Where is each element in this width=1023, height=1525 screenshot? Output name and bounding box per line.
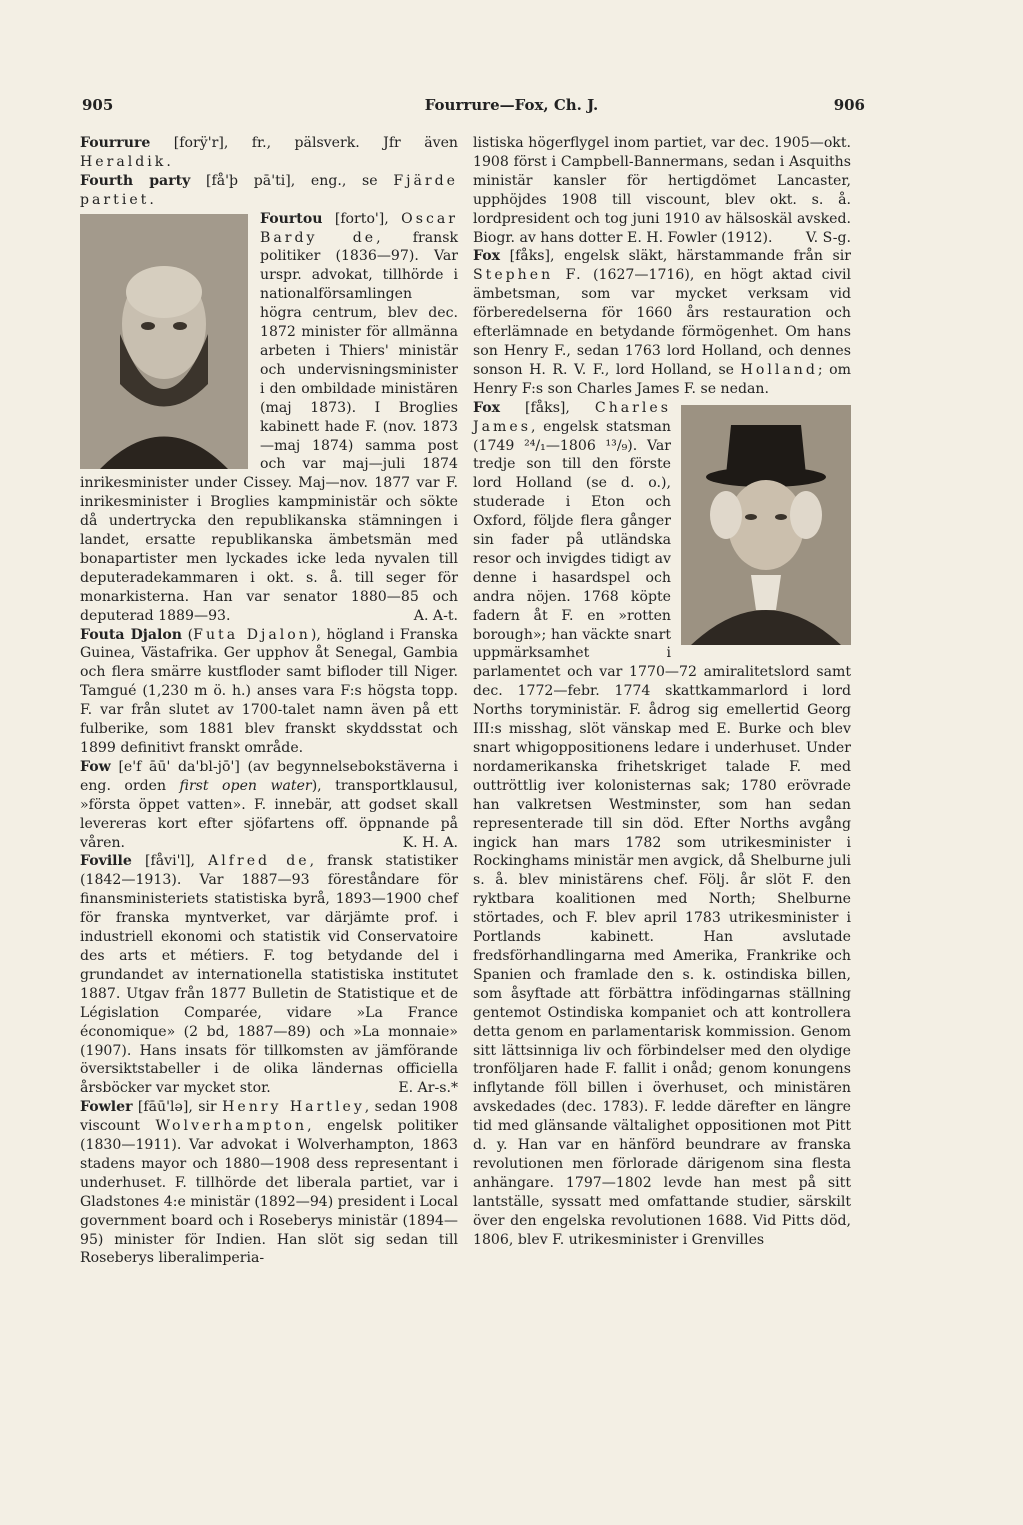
entry-fouta-djalon: Fouta Djalon (Futa Djalon), högland i Franska Guinea, Västafrika. Ger upphov åt Senegal, Gambia och flera smärre kustfloder samt bifloder till Niger. Tamgué (1,230 m ö. h.) anses vara F:s högsta topp. F. var från slutet av 1700-talet namn även på ett fulberike, som 1881 blev franskt skyddsstat och 1899 definitivt franskt område. [80, 626, 459, 756]
running-title: Fourrure—Fox, Ch. J. [424, 96, 599, 114]
headword: Fow [80, 758, 111, 775]
headword: Fox [473, 399, 501, 416]
entry-fow: Fow [e'f āū' da'bl-jō'] (av begynnelsebokstäverna i eng. orden first open water), transportklausul, »första öppet vatten». F. innebär, att godset skall levereras kort efter sjöfartens off. öppnande på våren. K. H. A. [80, 758, 458, 851]
entry-fox-charles-james: Fox [fåks], Charles James, engelsk statsman (1749 ²⁴/₁—1806 ¹³/₉). Var tredje son till den förste lord Holland (se d. o.), studerade i Eton och Oxford, följde flera gånger sin fader på utländska resor och invigdes tidigt av denne i hasardspel och andra nöjen. 1768 köpte fadern åt F. en »rotten borough»; han väckte snart uppmärksamhet i parlamentet och var 1770—72 amiralitetslord samt dec. 1772—febr. 1774 skattkammarlord i lord Norths toryministär. F. ådrog sig emellertid Georg III:s misshag, slöt vänskap med E. Burke och blev snart whigoppositionens ledare i underhuset. Under nordamerikanska frihetskriget talade F. med outtröttlig iver kolonisternas sak; 1780 erövrade han valkretsen Westminster, som han sedan representerade till sin död. Efter Norths avgång ingick han mars 1782 som utrikesminister i Rockinghams ministär men avgick, då Shelburne juli s. å. blev ministärens chef. Följ. år slöt F. den ryktbara koalitionen med North; Shelburne störtades, och F. blev april 1783 utrikesminister i Portlands kabinett. Han avslutade fredsförhandlingarna med Amerika, Frankrike och Spanien och framlade den s. k. ostindiska billen, som åsyftade att förbättra infödingarnas ställning gentemot Ostindiska kompaniet och att kontrollera detta genom en parlamentarisk kommission. Genom sitt lättsinniga liv och förbindelser med den olydige tronföljaren hade F. fallit i onåd; genom konungens inflytande föll billen i överhuset, och ministären avskedades (dec. 1783). F. ledde därefter en längre tid med glänsande vältalighet oppositionen mot Pitt d. y. Han var en hänförd beundrare av franska revolutionen men förlorade därigenom sina flesta anhängare. 1797—1802 levde han mest på sitt lantställe, syssatt med omfattande studier, särskilt över den engelska revolutionen 1688. Vid Pitts död, 1806, blev F. utrikesminister i Grenvilles [473, 399, 851, 1248]
portrait-fourtou-image [80, 214, 248, 469]
right-column [473, 134, 851, 1249]
signature: V. S-g. [805, 229, 851, 246]
page-number-right: 906 [833, 96, 865, 114]
entry-fox-family: Fox [fåks], engelsk släkt, härstammande från sir Stephen F. (1627—1716), en högt aktad civil ämbetsman, som var mycket verksam vid förberedelserna för 1660 års restauration och efterlämnade en betydande förmögenhet. Om hans son Henry F., sedan 1763 lord Holland, och dennes sonson H. R. V. F., lord Holland, se Holland; om Henry F:s son Charles James F. se nedan. [473, 248, 852, 397]
headword: Fourrure [80, 135, 151, 151]
headword: Fourth party [80, 172, 191, 189]
entry-fowler-continued: listiska högerflygel inom partiet, var dec. 1905—okt. 1908 först i Campbell-Bannermans, sedan i Asquiths ministär kansler för hertigdömet Lancaster, upphöjdes 1908 till viscount, blev okt. s. å. lordpresident och tog juni 1910 av hälsoskäl avsked. Biogr. av hans dotter E. H. Fowler (1912). V. S-g. [473, 135, 851, 246]
headword: Foville [80, 853, 132, 870]
entry-fowler: Fowler [fāū'lə], sir Henry Hartley, sedan 1908 viscount Wolverhampton, engelsk politiker (1830—1911). Var advokat i Wolverhampton, 1863 stadens mayor och 1880—1908 dess representant i underhuset. F. tillhörde det liberala partiet, var i Gladstones 4:e ministär (1892—94) president i Local government board och i Roseberys ministär (1894—95) minister för Indien. Han slöt sig sedan till Roseberys liberalimperia- [80, 1099, 459, 1267]
entry-fourrure: Fourrure [forÿ'r], fr., pälsverk. Jfr även Heraldik. [80, 135, 458, 170]
page-number-left: 905 [82, 96, 114, 114]
running-header [0, 96, 1023, 120]
headword: Fouta Djalon [80, 626, 183, 643]
entry-foville: Foville [fåvi'l], Alfred de, fransk statistiker (1842—1913). Var 1887—93 föreståndare för finansministeriets statistiska byrå, 1893—1900 chef för franska myntverket, var därjämte prof. i industriell ekonomi och statistik vid Conservatoire des arts et métiers. F. tog betydande del i grundandet av internationella statistiska institutet 1887. Utgav från 1877 Bulletin de Statistique et de Législation Comparée, vidare »La France économique» (2 bd, 1887—89) och »La monnaie» (1907). Hans insats för tillkomsten av jämförande översiktstabeller i de olika ländernas officiella årsböcker var mycket stor. E. Ar-s.* [80, 853, 458, 1097]
left-column [80, 134, 458, 1268]
signature: K. H. A. [402, 834, 458, 851]
entry-fourth-party: Fourth party [få'þ pā'ti], eng., se Fjärde partiet. [80, 172, 458, 208]
portrait-fox-image [681, 405, 851, 645]
headword: Fowler [80, 1099, 133, 1116]
headword: Fox [473, 248, 501, 265]
signature: E. Ar-s.* [398, 1080, 458, 1097]
signature: A. A-t. [413, 607, 458, 624]
entry-fourtou: Fourtou [forto'], Oscar Bardy de, fransk politiker (1836—97). Var urspr. advokat, tillhörde i nationalförsamlingen högra centrum, blev dec. 1872 minister för allmänna arbeten i Thiers' ministär och undervisningsminister i den ombildade ministären (maj 1873). I Broglies kabinett hade F. (nov. 1873—maj 1874) samma post och var maj—juli 1874 inrikesminister under Cissey. Maj—nov. 1877 var F. inrikesminister i Broglies kampministär och sökte då undertrycka den republikanska stämningen i landet, ersatte republikanska ämbetsmän med bonapartister men lyckades icke leda nyvalen till deputeradekammaren i okt. s. å. till seger för monarkisterna. Han var senator 1880—85 och deputerad 1889—93. A. A-t. [80, 210, 458, 624]
headword: Fourtou [260, 210, 323, 227]
